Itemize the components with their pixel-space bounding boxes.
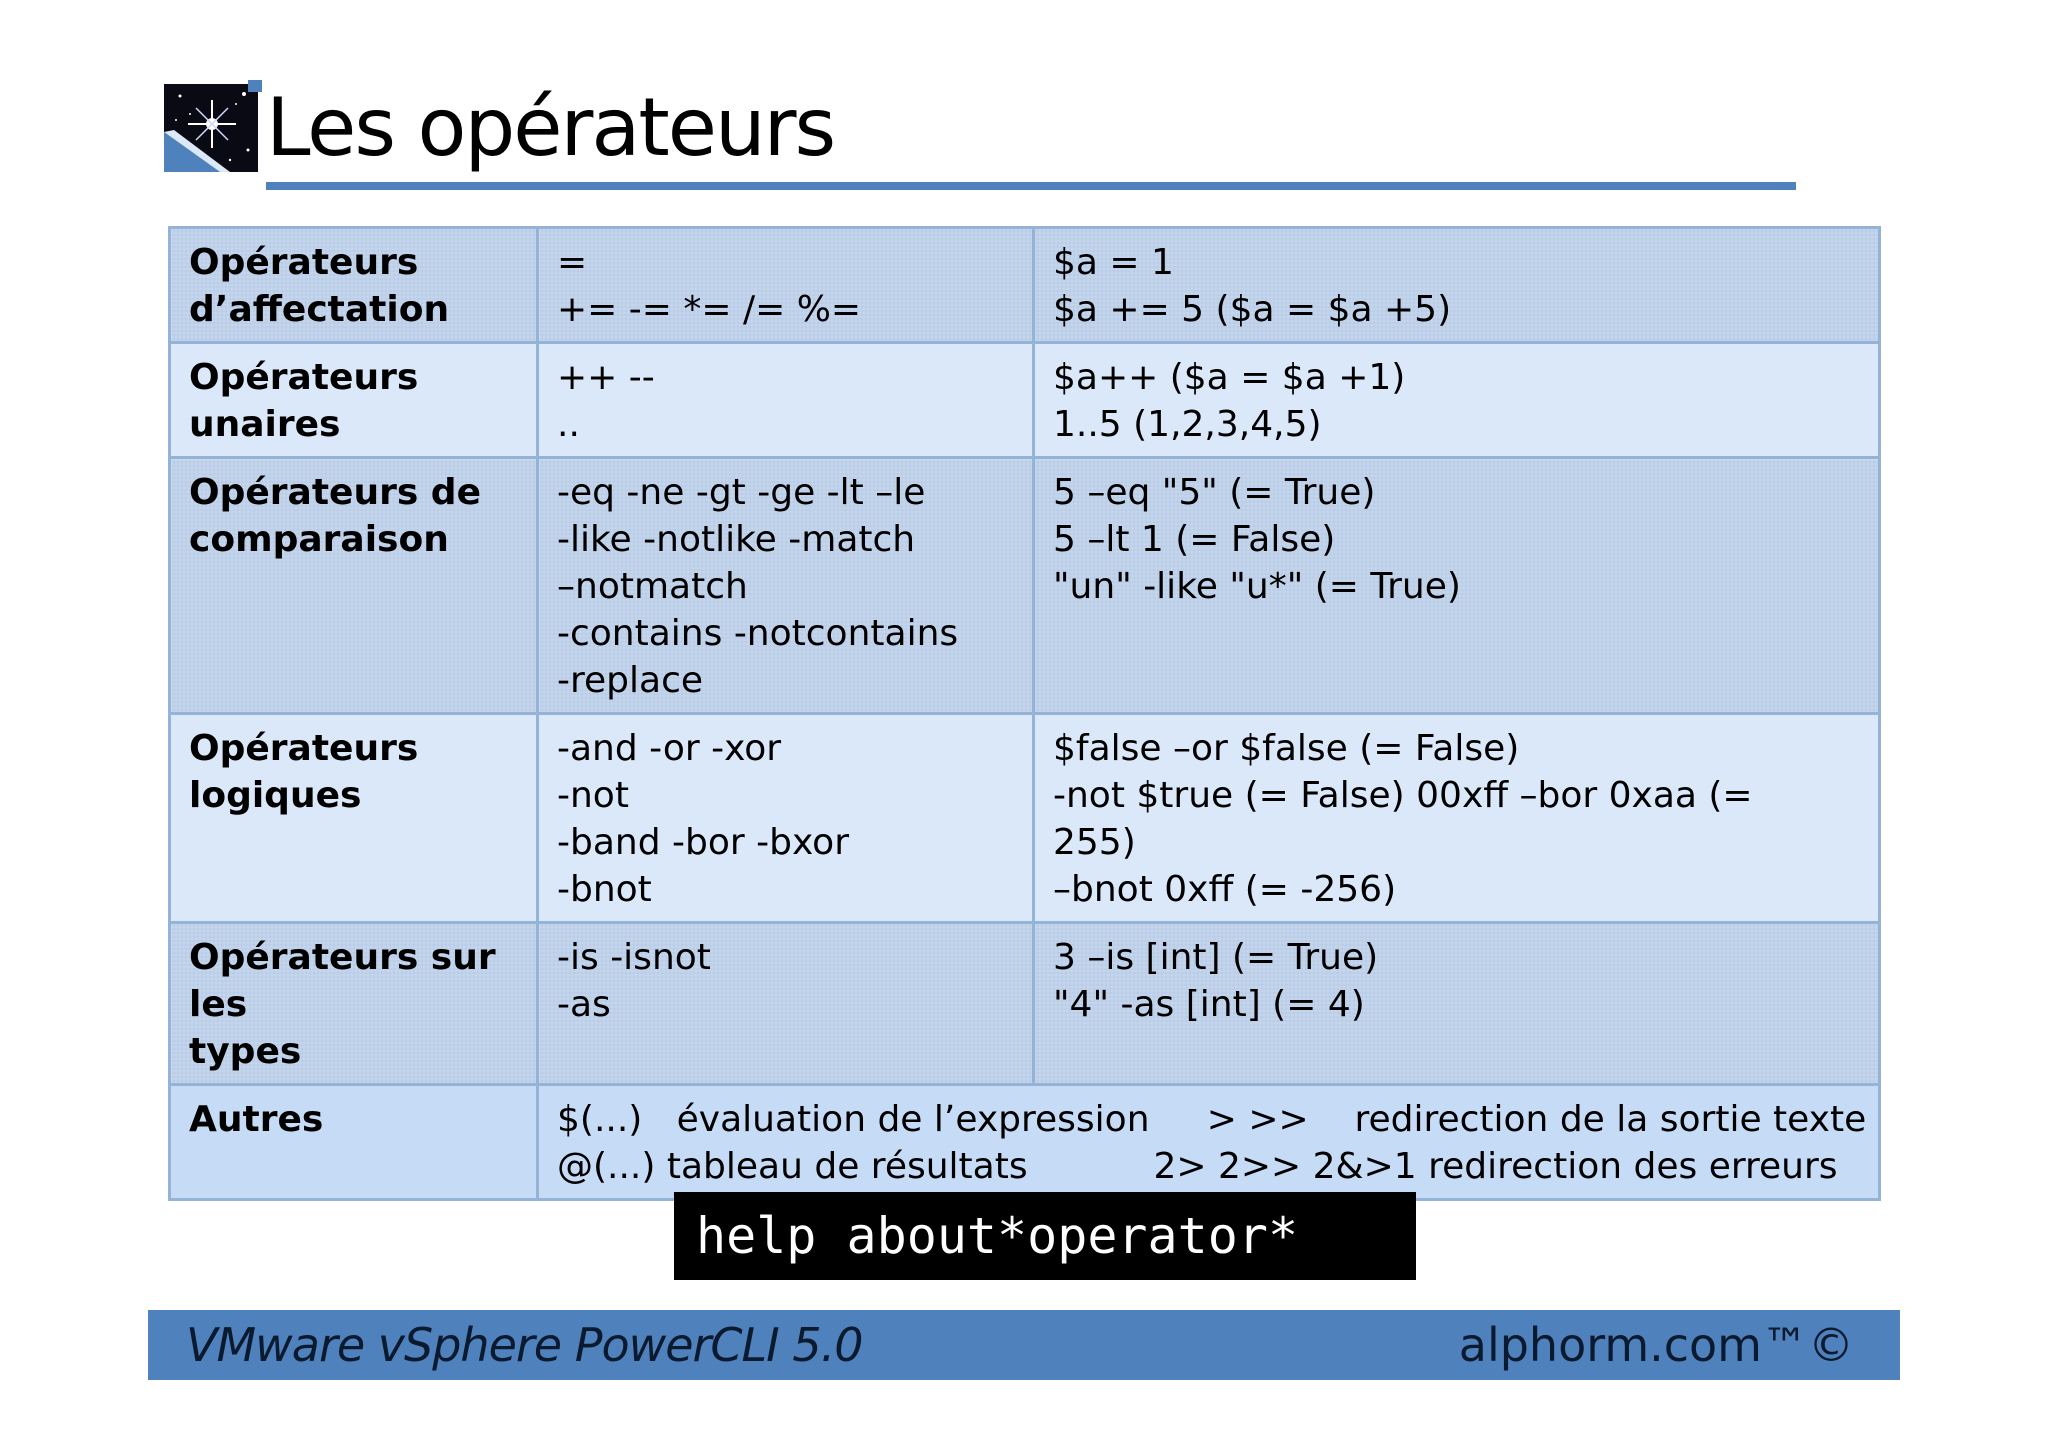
operators-cell: -eq -ne -gt -ge -lt –le -like -notlike -match –notmatch -contains -notcontains -replace (538, 458, 1034, 714)
table-row (170, 923, 1880, 1085)
examples-cell: $false –or $false (= False) -not $true (= False) 00xff –bor 0xaa (= 255) –bnot 0xff (= -256) (1034, 714, 1880, 923)
other-operators-cell: $(...) évaluation de l’expression > >> redirection de la sortie texte @(...) tableau de résultats 2> 2>> 2&>1 redirection des erreurs (538, 1085, 1880, 1200)
starfield-logo-icon (160, 80, 262, 176)
operators-cell: = += -= *= /= %= (538, 228, 1034, 343)
examples-cell: 3 –is [int] (= True) "4" -as [int] (= 4) (1034, 923, 1880, 1085)
category-cell: Opérateurs logiques (170, 714, 538, 923)
table-row (170, 1085, 1880, 1200)
footer-copyright: alphorm.com™© (1458, 1318, 1854, 1372)
operators-cell: -is -isnot -as (538, 923, 1034, 1085)
examples-cell: $a++ ($a = $a +1) 1..5 (1,2,3,4,5) (1034, 343, 1880, 458)
title-underline (266, 182, 1796, 190)
help-command-box: help about*operator* (674, 1192, 1416, 1280)
operators-cell: ++ -- .. (538, 343, 1034, 458)
category-cell: Opérateurs d’affectation (170, 228, 538, 343)
operators-table (168, 226, 1881, 1201)
examples-cell: 5 –eq "5" (= True) 5 –lt 1 (= False) "un" -like "u*" (= True) (1034, 458, 1880, 714)
category-cell: Opérateurs unaires (170, 343, 538, 458)
slide-title: Les opérateurs (266, 81, 835, 174)
table-row (170, 458, 1880, 714)
table-row (170, 343, 1880, 458)
footer-course-title: VMware vSphere PowerCLI 5.0 (186, 1318, 863, 1372)
table-row (170, 714, 1880, 923)
operators-cell: -and -or -xor -not -band -bor -bxor -bnot (538, 714, 1034, 923)
table-row (170, 228, 1880, 343)
footer-bar (148, 1310, 1900, 1380)
category-cell: Autres (170, 1085, 538, 1200)
examples-cell: $a = 1 $a += 5 ($a = $a +5) (1034, 228, 1880, 343)
category-cell: Opérateurs de comparaison (170, 458, 538, 714)
category-cell: Opérateurs sur les types (170, 923, 538, 1085)
